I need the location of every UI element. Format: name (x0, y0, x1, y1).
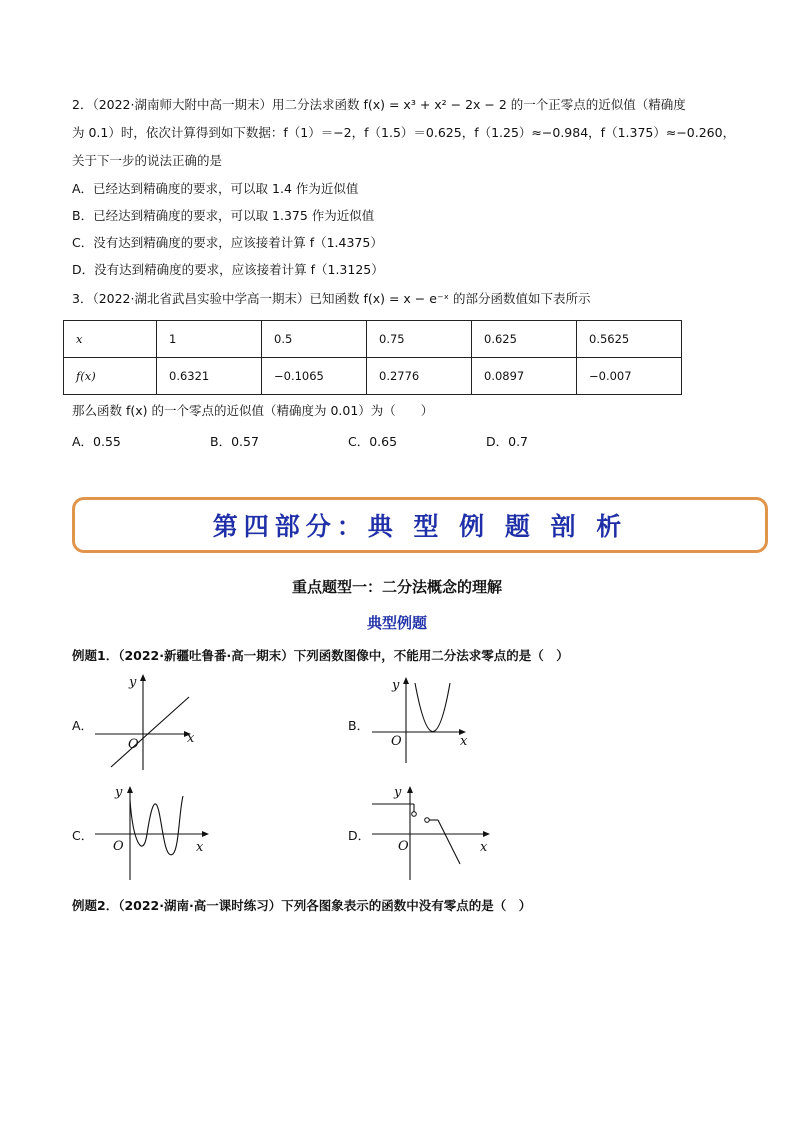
table-header-x: x (64, 321, 157, 358)
table-cell: −0.007 (577, 358, 682, 395)
q2-line1: 2．（2022·湖南师大附中高一期末）用二分法求函数 f(x) = x³ + x² − 2x − 2 的一个正零点的近似值（精确度 (72, 97, 686, 112)
origin-label: O (113, 839, 124, 854)
section-banner (72, 497, 768, 553)
example2-stem: 例题2．（2022·湖南·高一课时练习）下列各图象表示的函数中没有零点的是（ ） (72, 898, 532, 913)
q3-question: 那么函数 f(x) 的一个零点的近似值（精确度为 0.01）为（ ） (72, 403, 434, 418)
descending-segment (438, 820, 460, 864)
y-axis-label: y (115, 785, 123, 800)
subsection-title: 典型例题 (366, 614, 427, 632)
example1-stem: 例题1．（2022·新疆吐鲁番·高一期末）下列函数图像中，不能用二分法求零点的是（ ） (72, 648, 569, 663)
section-title: 重点题型一：二分法概念的理解 (291, 578, 502, 596)
graph-a-label: A． (72, 718, 94, 733)
graph-b (370, 675, 480, 765)
graph-c (93, 782, 213, 882)
table-cell: 0.2776 (367, 358, 472, 395)
x-axis-label: x (187, 731, 195, 746)
y-axis-label: y (392, 678, 400, 693)
graph-b-label: B． (348, 718, 370, 733)
wave-curve (130, 796, 183, 855)
graph-d (370, 782, 500, 882)
q3-option-b: B．0.57 (210, 434, 259, 449)
graph-a (95, 672, 205, 772)
graph-c-label: C． (72, 828, 94, 843)
table-cell: 0.5 (262, 321, 367, 358)
table-cell: 0.75 (367, 321, 472, 358)
x-axis-label: x (460, 734, 468, 749)
q2-option-a: A．已经达到精确度的要求，可以取 1.4 作为近似值 (72, 181, 359, 196)
table-cell: 0.5625 (577, 321, 682, 358)
table-row-fx (64, 358, 682, 395)
graph-d-label: D． (348, 828, 371, 843)
q3-option-c: C．0.65 (348, 434, 398, 449)
table-row-x (64, 321, 682, 358)
q3-option-d: D．0.7 (486, 434, 529, 449)
parabola-curve (415, 683, 450, 732)
table-cell: 1 (157, 321, 262, 358)
q2-line3: 关于下一步的说法正确的是 (72, 153, 223, 168)
banner-title: 第四部分：典 型 例 题 剖 析 (212, 512, 628, 541)
x-axis-label: x (480, 840, 488, 855)
x-axis-label: x (196, 840, 204, 855)
origin-label: O (128, 737, 139, 752)
q2-option-b: B．已经达到精确度的要求，可以取 1.375 作为近似值 (72, 208, 375, 223)
table-header-fx: f(x) (64, 358, 157, 395)
origin-label: O (391, 734, 402, 749)
q2-option-c: C．没有达到精确度的要求，应该接着计算 f（1.4375） (72, 235, 383, 250)
origin-label: O (398, 839, 409, 854)
q2-line2: 为 0.1）时，依次计算得到如下数据：f（1）＝−2，f（1.5）＝0.625，f（1.25）≈−0.984，f（1.375）≈−0.260， (72, 125, 736, 140)
q3-option-a: A．0.55 (72, 434, 121, 449)
y-axis-label: y (394, 785, 402, 800)
table-cell: 0.625 (472, 321, 577, 358)
table-cell: 0.6321 (157, 358, 262, 395)
table-cell: −0.1065 (262, 358, 367, 395)
q3-stem: 3．（2022·湖北省武昌实验中学高一期末）已知函数 f(x) = x − e⁻ˣ 的部分函数值如下表所示 (72, 291, 591, 306)
y-axis-label: y (129, 675, 137, 690)
line-curve (111, 697, 189, 767)
q2-option-d: D．没有达到精确度的要求，应该接着计算 f（1.3125） (72, 262, 384, 277)
table-cell: 0.0897 (472, 358, 577, 395)
function-value-table (63, 320, 682, 395)
